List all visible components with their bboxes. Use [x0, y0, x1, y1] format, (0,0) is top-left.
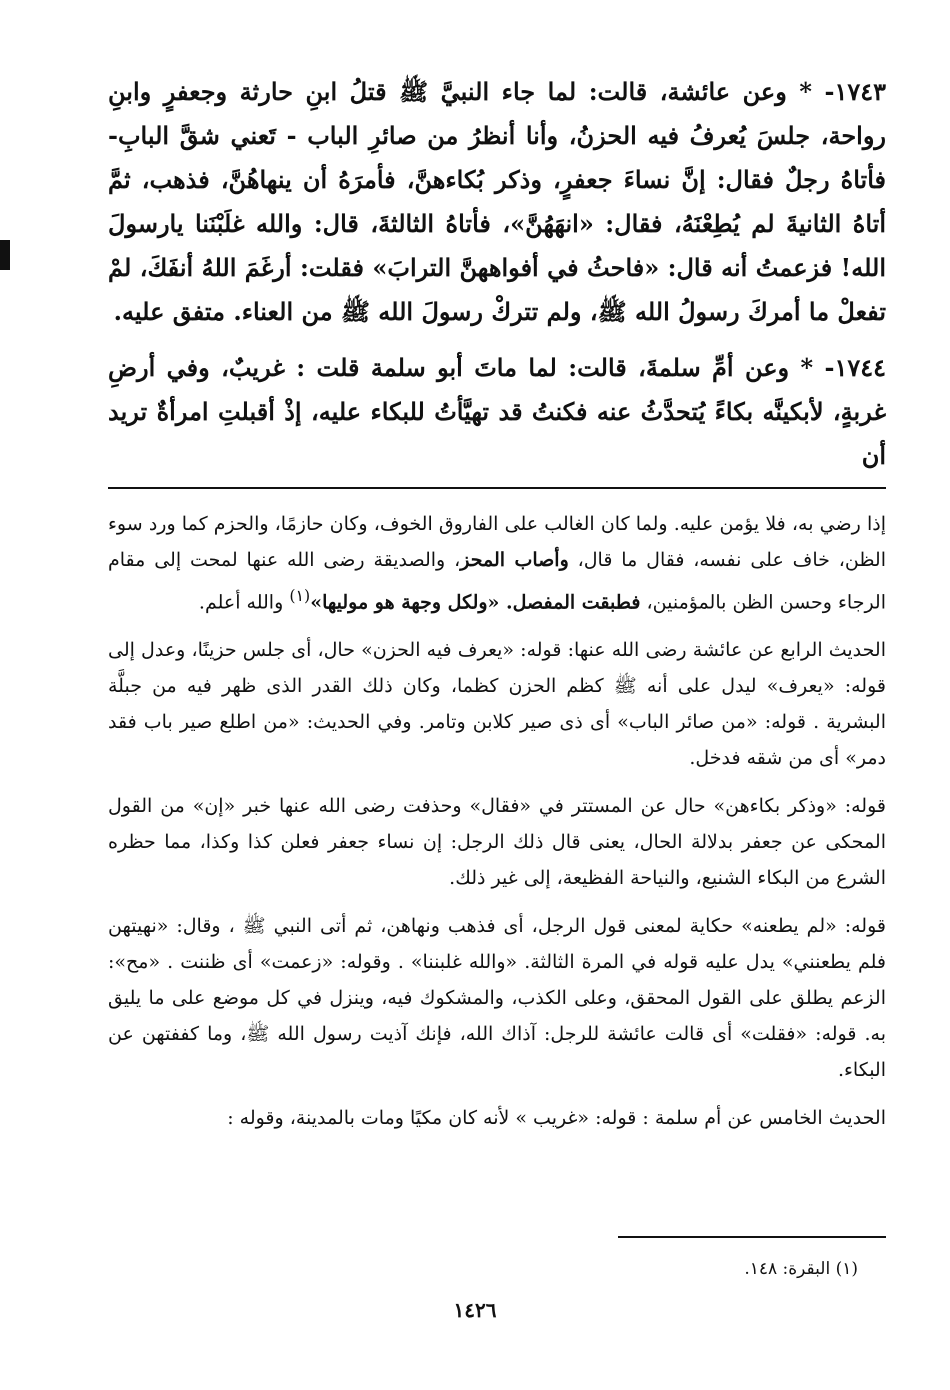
- commentary-text: ، والصديقة رضى الله عنها لمحت إلى مقام الرجاء وحسن الظن بالمؤمنين،: [108, 549, 886, 614]
- hadith-1744: ١٧٤٤- * وعن أمِّ سلمةَ، قالت: لما ماتَ أبو سلمة قلت : غريبٌ، وفي أرضِ غربةٍ، لأبكينَّه بكاءً يُتحدَّثُ عنه فكنتُ قد تهيَّأتُ للبكاء عليه، إذْ أقبلتِ امرأةٌ تريد أن: [108, 353, 887, 470]
- commentary-paragraph-2: الحديث الرابع عن عائشة رضى الله عنها: قوله: «يعرف فيه الحزن» حال، أى جلس حزينًا، وعدل إلى قوله: «يعرف» ليدل على أنه ﷺ كظم الحزن كظما، وكان ذلك القدر الذى ظهر فيه من جبلَّة البشرية . قوله: «من صائر الباب» أى ذى صير كلابن وتامر. وفي الحديث: «من اطلع صير باب فقد دمر» أى من شقه فدخل.: [108, 639, 886, 770]
- commentary-section: [108, 506, 886, 1148]
- commentary-paragraph-5: الحديث الخامس عن أم سلمة : قوله: «غريب » لأنه كان مكيًا ومات بالمدينة، وقوله :: [227, 1107, 886, 1130]
- commentary-bold: فطبقت المفصل. «ولكل وجهة هو موليها»: [310, 591, 641, 614]
- commentary-bold: وأصاب المحز: [460, 549, 569, 571]
- scan-edge-mark: [0, 240, 10, 270]
- footnote-separator-rule: [618, 1236, 886, 1238]
- commentary-paragraph-3: قوله: «وذكر بكاءهن» حال عن المستتر في «فقال» وحذفت رضى الله عنها خبر «إن» من القول المحكى عن جعفر بدلالة الحال، يعنى قال ذلك الرجل: إن نساء جعفر فعلن كذا وكذا، مما حظره الشرع من البكاء الشنيع، والنياحة الفظيعة، إلى غير ذلك.: [108, 795, 886, 890]
- commentary-paragraph-1: [108, 506, 886, 620]
- page-number: ١٤٢٦: [453, 1298, 497, 1322]
- hadith-main-text: [108, 70, 886, 490]
- main-separator-rule: [108, 487, 886, 489]
- footnote: (١) البقرة: ١٤٨.: [744, 1259, 858, 1279]
- commentary-text: والله أعلم.: [198, 591, 284, 614]
- commentary-paragraph-4: قوله: «لم يطعنه» حكاية لمعنى قول الرجل، أى فذهب ونهاهن، ثم أتى النبي ﷺ ، وقال: «نهيتهن فلم يطعنني» يدل عليه قوله في المرة الثالثة. «والله غلبننا» . وقوله: «زعمت» أى ظننت . «مح»: الزعم يطلق على القول المحقق، وعلى الكذب، والمشكوك فيه، وينزل في كل موضع على ما يليق به. قوله: «فقلت» أى قالت عائشة للرجل: آذاك الله، فإنك آذيت رسول الله ﷺ، وما كففتهن عن البكاء.: [108, 915, 886, 1082]
- footnote-reference: (١): [289, 586, 311, 605]
- hadith-1743: ١٧٤٣- * وعن عائشة، قالت: لما جاء النبيَّ ﷺ قتلُ ابنِ حارثة وجعفرٍ وابنِ رواحة، جلسَ يُعرفُ فيه الحزنُ، وأنا أنظرُ من صائرِ الباب - تَعني شقَّ البابِ- فأتاهُ رجلٌ فقال: إنَّ نساءَ جعفرٍ، وذكر بُكاءهنَّ، فأمرَهُ أن ينهاهُنَّ، فذهب، ثمَّ أتاهُ الثانيةَ لم يُطِعْنَهُ، فقال: «انهَهُنَّ»، فأتاهُ الثالثةَ، قال: والله غلَبْنَنا يارسولَ الله! فزعمتُ أنه قال: «فاحثُ في أفواههنَّ الترابَ» فقلت: أرغَمَ اللهُ أنفَكَ، لمْ تفعلْ ما أمركَ رسولُ الله ﷺ، ولم تتركْ رسولَ الله ﷺ من العناء. متفق عليه.: [108, 77, 886, 326]
- commentary-text: إذا رضي به، فلا يؤمن عليه. ولما كان الغالب على الفاروق الخوف، وكان حازمًا، والحزم كما ورد سوء الظن، خاف على نفسه، فقال ما قال،: [108, 513, 886, 571]
